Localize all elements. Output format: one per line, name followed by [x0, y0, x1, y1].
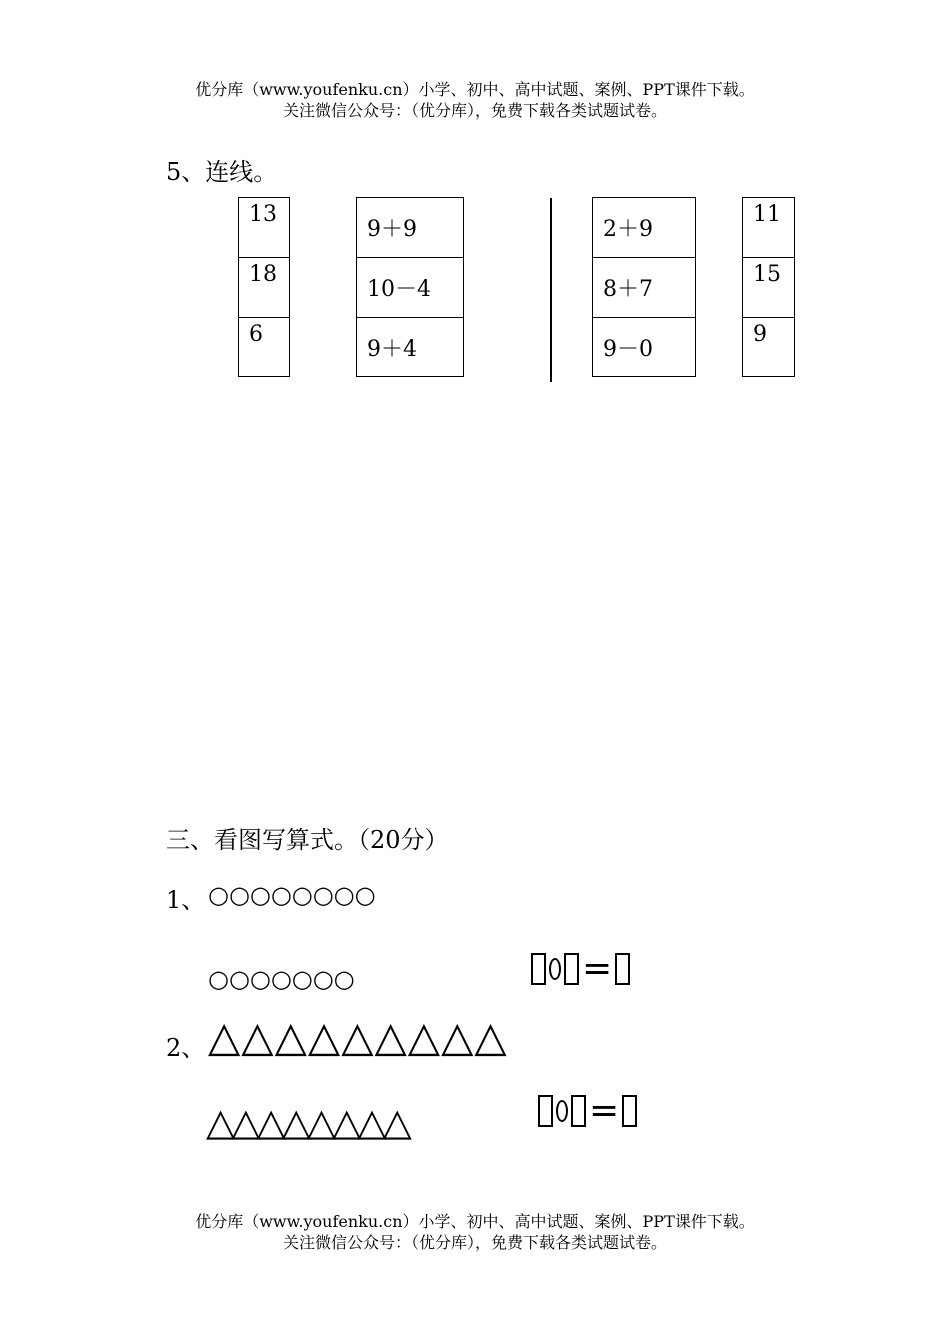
right-number-cell: 15: [742, 257, 795, 318]
blank-box: [538, 1095, 553, 1127]
q1-circles-row-2: ○○○○○○○: [208, 965, 355, 993]
equals-sign: =: [589, 1090, 620, 1131]
left-number-cell: 6: [238, 317, 290, 377]
q5-title: 5、连线。: [166, 158, 278, 186]
blank-box: [615, 953, 630, 985]
header-line-1: 优分库（www.youfenku.cn）小学、初中、高中试题、案例、PPT课件下载。: [195, 80, 755, 99]
equals-sign: =: [582, 948, 613, 989]
footer-line-1: 优分库（www.youfenku.cn）小学、初中、高中试题、案例、PPT课件下载。: [195, 1212, 755, 1231]
q1-circles-row-1: ○○○○○○○○: [208, 881, 376, 909]
left-expression-cell: 9＋4: [356, 317, 464, 377]
blank-box: [622, 1095, 637, 1127]
q2-triangles-row-1: △△△△△△△△△: [208, 1012, 508, 1061]
blank-box: [564, 953, 579, 985]
right-expression-cell: 2＋9: [592, 197, 696, 258]
blank-box: [571, 1095, 586, 1127]
q1-label: 1、: [166, 886, 206, 914]
operator-blank: [556, 1100, 568, 1122]
right-number-cell: 11: [742, 197, 795, 258]
q2-label: 2、: [166, 1034, 206, 1062]
left-number-cell: 13: [238, 197, 290, 258]
left-expression-cell: 10－4: [356, 257, 464, 318]
center-divider: [550, 198, 552, 382]
q2-triangles-row-2: △△△△△△△△: [206, 1100, 408, 1144]
left-expression-cell: 9＋9: [356, 197, 464, 258]
section-3-title: 三、看图写算式。（20分）: [166, 826, 449, 854]
right-expression-cell: 8＋7: [592, 257, 696, 318]
operator-blank: [549, 958, 561, 980]
left-number-cell: 18: [238, 257, 290, 318]
blank-box: [531, 953, 546, 985]
right-number-cell: 9: [742, 317, 795, 377]
q1-equation-blank: [531, 948, 630, 989]
header-line-2: 关注微信公众号：（优分库），免费下载各类试题试卷。: [282, 101, 667, 120]
footer-line-2: 关注微信公众号：（优分库），免费下载各类试题试卷。: [282, 1233, 667, 1252]
q2-equation-blank: [538, 1090, 637, 1131]
right-expression-cell: 9－0: [592, 317, 696, 377]
